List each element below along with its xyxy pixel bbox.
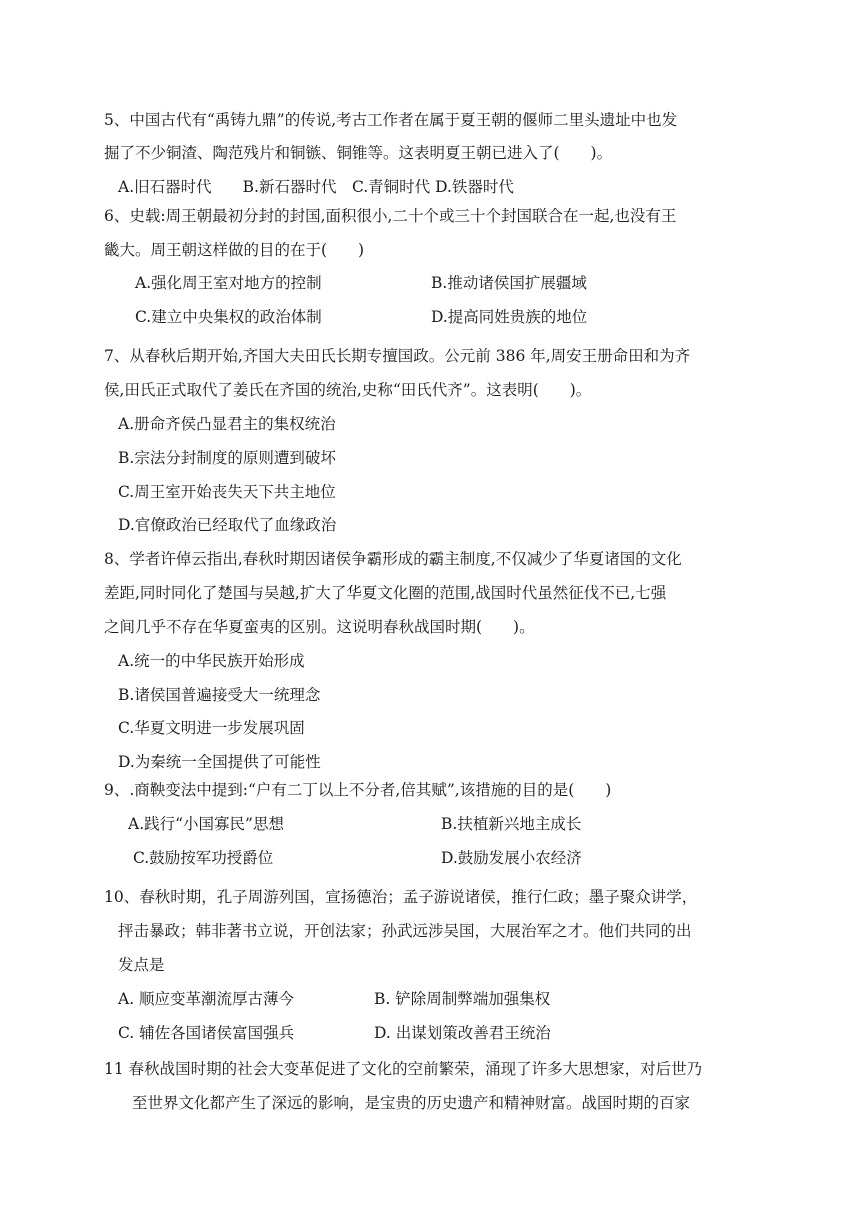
q7-option-d: D.官僚政治已经取代了血缘政治 <box>118 516 337 534</box>
q10-option-a: A. 顺应变革潮流厚古薄今 <box>118 990 295 1008</box>
q7-option-b: B.宗法分封制度的原则遭到破坏 <box>118 449 336 467</box>
q10-stem-line1: 10、春秋时期，孔子周游列国，宣扬德治；孟子游说诸侯，推行仁政；墨子聚众讲学， <box>104 888 698 906</box>
q7-stem-line2: 侯,田氏正式取代了姜氏在齐国的统治,史称“田氏代齐”。这表明( )。 <box>104 381 592 399</box>
q6-option-b: B.推动诸侯国扩展疆域 <box>431 274 587 292</box>
q7-option-a: A.册命齐侯凸显君主的集权统治 <box>118 415 336 433</box>
q8-stem-line1: 8、学者许倬云指出,春秋时期因诸侯争霸形成的霸主制度,不仅减少了华夏诸国的文化 <box>104 550 682 568</box>
q9-stem-line1: 9、.商鞅变法中提到:“户有二丁以上不分者,倍其赋”,该措施的目的是( ) <box>104 781 612 799</box>
q8-stem-line2: 差距,同时同化了楚国与吴越,扩大了华夏文化圈的范围,战国时代虽然征伐不已,七强 <box>104 584 667 602</box>
q11-stem-line1: 11 春秋战国时期的社会大变革促进了文化的空前繁荣，涌现了许多大思想家，对后世乃 <box>104 1060 703 1078</box>
q8-stem-line3: 之间几乎不存在华夏蛮夷的区别。这说明春秋战国时期( )。 <box>104 618 535 636</box>
q7-stem-line1: 7、从春秋后期开始,齐国大夫田氏长期专擅国政。公元前 386 年,周安王册命田和为齐 <box>104 347 691 365</box>
q5-stem-line1: 5、中国古代有“禹铸九鼎”的传说,考古工作者在属于夏王朝的偃师二里头遗址中也发 <box>104 111 678 129</box>
q6-option-d: D.提高同姓贵族的地位 <box>431 308 588 326</box>
q6-stem-line2: 畿大。周王朝这样做的目的在于( ) <box>104 241 365 259</box>
q10-option-c: C. 辅佐各国诸侯富国强兵 <box>118 1024 295 1042</box>
q9-option-c: C.鼓励按军功授爵位 <box>133 849 274 867</box>
q9-option-b: B.扶植新兴地主成长 <box>441 815 582 833</box>
q10-stem-line3: 发点是 <box>118 956 165 974</box>
q10-option-b: B. 铲除周制弊端加强集权 <box>374 990 551 1008</box>
q6-option-a: A.强化周王室对地方的控制 <box>135 274 322 292</box>
q7-option-c: C.周王室开始丧失天下共主地位 <box>118 483 336 501</box>
q9-option-a: A.践行“小国寡民”思想 <box>128 815 284 833</box>
q5-stem-line2: 掘了不少铜渣、陶范残片和铜镞、铜锥等。这表明夏王朝已进入了( )。 <box>104 144 613 162</box>
q11-stem-line2: 至世界文化都产生了深远的影响，是宝贵的历史遗产和精神财富。战国时期的百家 <box>132 1094 691 1112</box>
q6-option-c: C.建立中央集权的政治体制 <box>135 308 322 326</box>
q8-option-d: D.为秦统一全国提供了可能性 <box>118 753 321 771</box>
q9-option-d: D.鼓励发展小农经济 <box>441 849 582 867</box>
q8-option-b: B.诸侯国普遍接受大一统理念 <box>118 686 321 704</box>
q6-stem-line1: 6、史载:周王朝最初分封的封国,面积很小,二十个或三十个封国联合在一起,也没有王 <box>104 207 677 225</box>
q8-option-c: C.华夏文明进一步发展巩固 <box>118 719 305 737</box>
q8-option-a: A.统一的中华民族开始形成 <box>118 652 305 670</box>
q10-option-d: D. 出谋划策改善君王统治 <box>374 1024 551 1042</box>
q10-stem-line2: 抨击暴政；韩非著书立说，开创法家；孙武远涉吴国，大展治军之才。他们共同的出 <box>118 922 692 940</box>
q5-options: A.旧石器时代 B.新石器时代 C.青铜时代 D.铁器时代 <box>118 178 514 196</box>
